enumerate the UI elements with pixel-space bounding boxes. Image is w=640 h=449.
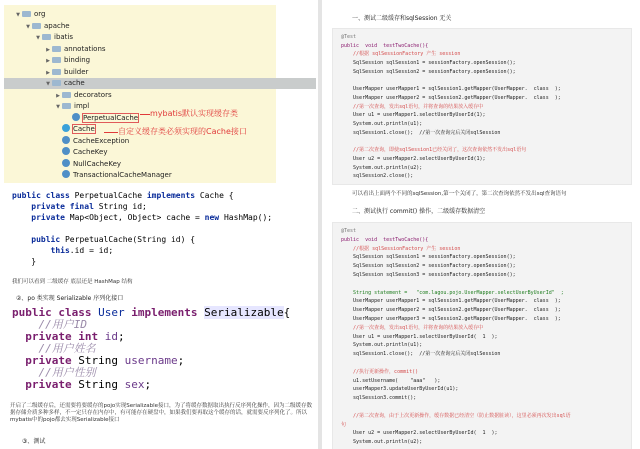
folder-icon <box>62 103 71 109</box>
code-line: System.out.println(u1); <box>341 342 423 349</box>
tree-node[interactable] <box>4 78 316 89</box>
tree-node[interactable] <box>4 90 112 101</box>
code-line: sqlSession3.commit(); <box>341 395 417 402</box>
section-title-2: 二、测试执行 commit() 操作，二级缓存数据清空 <box>352 208 486 215</box>
code-line: //用户姓名 <box>38 342 96 355</box>
code-line: //第一次查询，发出sql语句，并将查询的结果放入缓存中 <box>341 324 484 331</box>
class-icon <box>72 113 80 121</box>
code-line: //第一次查询，发出sql语句，并将查询的结果放入缓存中 <box>341 103 484 110</box>
tree-node-label: cache <box>64 79 85 87</box>
tree-node[interactable] <box>4 67 88 78</box>
tree-node[interactable] <box>4 170 172 181</box>
code-line: sqlSession1.close(); //第一次查询完后关闭sqlSession <box>341 351 501 358</box>
code-line: //第二次查询，即使sqlSession1已经关闭了，这次查询依然不发出sql语句 <box>341 147 527 154</box>
tree-node[interactable] <box>4 101 89 112</box>
expanded-arrow-icon[interactable]: ▼ <box>16 12 20 18</box>
tree-node[interactable] <box>4 21 70 32</box>
class-icon <box>62 124 70 132</box>
expanded-arrow-icon[interactable]: ▼ <box>36 35 40 41</box>
code-line: public void testTwoCache(){ <box>341 42 429 49</box>
folder-icon <box>62 92 71 98</box>
annotation-line-1 <box>140 114 150 115</box>
tree-node-label: PerpetualCache <box>83 113 139 122</box>
code-line: this.id = id; <box>50 246 114 255</box>
code-line: System.out.println(u2); <box>341 164 423 171</box>
user-class-code <box>12 307 290 391</box>
code-line: u1.setUsername( "aaa" ); <box>341 377 441 384</box>
perpetual-cache-code <box>12 190 272 267</box>
code-line: private final String id; <box>31 202 147 211</box>
code-line: SqlSession sqlSession2 = sessionFactory.openSession(); <box>341 68 516 75</box>
folder-icon <box>52 57 61 63</box>
code-line: public class User implements Serializable{ <box>12 306 291 319</box>
tree-node-label: annotations <box>64 44 106 53</box>
code-line: SqlSession sqlSession3 = sessionFactory.openSession(); <box>341 272 516 278</box>
code-line: UserMapper userMapper2 = sqlSession2.getMapper(UserMapper. class ); <box>341 307 561 314</box>
expanded-arrow-icon[interactable]: ▼ <box>46 81 50 87</box>
tree-node[interactable] <box>4 113 138 124</box>
code-line: User u2 = userMapper2.selectUserByUserId(1); <box>341 155 486 162</box>
class-icon <box>62 170 70 178</box>
tree-node[interactable] <box>4 147 107 158</box>
tree-node-label: builder <box>64 67 89 76</box>
code-line: //用户ID <box>38 318 87 331</box>
collapsed-arrow-icon[interactable]: ▶ <box>46 58 50 64</box>
code-line: //根据 sqlSessionFactory 产生 session <box>341 51 461 58</box>
code-line: userMapper3.updateUserByUserId(u1); <box>341 386 459 393</box>
collapsed-arrow-icon[interactable]: ▶ <box>46 46 50 53</box>
code-line: SqlSession sqlSession1 = sessionFactory.openSession(); <box>341 60 516 67</box>
code-line: public PerpetualCache(String id) { <box>31 235 196 244</box>
code-line: private Map<Object, Object> cache = new HashMap(); <box>31 213 273 222</box>
code-line: @Test <box>341 34 357 40</box>
project-tree <box>4 5 276 183</box>
class-icon <box>62 147 70 155</box>
tree-node[interactable] <box>4 32 73 43</box>
tree-node[interactable] <box>4 136 129 147</box>
left-page <box>0 0 318 449</box>
folder-icon <box>42 34 51 40</box>
code-line: public void testTwoCache(){ <box>341 236 429 243</box>
serializable-explanation: 开启了二级缓存后，还需要将要缓存的pojo实现Serializable接口，为了将缓存数据取出执行反序列化操作，因为二级缓存数据存储介质多种多样，不一定只存在内存中，有可能存在硬盘中，如果我们要再取这个缓存的话，就需要反序列化了。所以mybatis中的pojo都去实现Serializable接口 <box>10 403 313 423</box>
collapsed-arrow-icon[interactable]: ▶ <box>46 69 50 76</box>
tree-node[interactable] <box>4 124 95 135</box>
code-line: sqlSession1.close(); //第一次查询完后关闭sqlSession <box>341 129 501 136</box>
code-line: System.out.println(u2); <box>341 439 423 446</box>
code-line: User u1 = userMapper1.selectUserByUserId(1); <box>341 112 486 119</box>
serializable-heading: ②、po 类实现 Serializable 序列化接口 <box>16 295 124 302</box>
code-block-1 <box>332 28 632 185</box>
tree-node-label: CacheKey <box>73 148 108 156</box>
tree-node-label: TransactionalCacheManager <box>73 171 172 179</box>
tree-node-label: org <box>34 10 46 18</box>
expanded-arrow-icon[interactable]: ▼ <box>56 104 60 110</box>
tree-node-label: CacheException <box>73 136 130 145</box>
code-line: sqlSession2.close(); <box>341 173 414 180</box>
class-icon <box>62 159 70 167</box>
code-line: //用户性别 <box>38 366 96 379</box>
tree-node[interactable] <box>4 9 45 20</box>
folder-icon <box>52 46 61 52</box>
annotation-default-cache: mybatis默认实现缓存类 <box>150 109 239 118</box>
code-line: private int id; <box>25 330 125 343</box>
code-line: User u1 = userMapper1.selectUserByUserId( 1 ); <box>341 333 498 340</box>
code-line: //执行更新操作，commit() <box>341 368 419 375</box>
tree-node-label: Cache <box>73 125 95 133</box>
tree-node-label: binding <box>64 56 91 64</box>
folder-icon <box>52 80 61 86</box>
code-line: UserMapper userMapper1 = sqlSession1.getMapper(UserMapper. class ); <box>341 86 561 93</box>
tree-node-label: ibatis <box>54 33 74 41</box>
tree-node-label: decorators <box>74 90 112 99</box>
tree-node-label: impl <box>74 102 90 110</box>
code-line: public class PerpetualCache implements Cache { <box>12 191 234 200</box>
code-line: } <box>31 257 37 266</box>
observation-text: 可以看出上面两个不同的sqlSession,第一个关闭了，第二次查询依然不发出sql查询语句 <box>352 191 567 197</box>
code-line: UserMapper userMapper3 = sqlSession2.getMapper(UserMapper. class ); <box>341 316 561 322</box>
collapsed-arrow-icon[interactable]: ▶ <box>56 92 60 99</box>
code-line: UserMapper userMapper1 = sqlSession1.getMapper(UserMapper. class ); <box>341 298 561 305</box>
tree-node[interactable] <box>4 159 121 170</box>
code-line: //第二次查询，由于上次更新操作，缓存数据已经清空（防止数据脏读），这里必须再次发出sql语 <box>341 412 571 419</box>
class-icon <box>62 136 70 144</box>
tree-node[interactable] <box>4 44 106 55</box>
code-line: System.out.println(u1); <box>341 121 423 127</box>
code-line: //根据 sqlSessionFactory 产生 session <box>341 245 461 252</box>
code-line: private String sex; <box>25 378 152 391</box>
tree-node-label: apache <box>44 21 70 30</box>
code-line: private String username; <box>25 354 185 367</box>
code-line <box>12 223 272 234</box>
annotation-line-2 <box>104 132 118 133</box>
folder-icon <box>22 11 31 17</box>
code-line: @Test <box>341 228 357 234</box>
code-line: SqlSession sqlSession2 = sessionFactory.openSession(); <box>341 263 516 270</box>
test-heading: ③、测试 <box>22 438 46 445</box>
code-line: String statement = "com.lagou.pojo.UserMapper.selectUserByUserId" ; <box>341 289 564 296</box>
folder-icon <box>32 23 41 29</box>
code-line: UserMapper userMapper2 = sqlSession2.getMapper(UserMapper. class ); <box>341 94 561 101</box>
tree-node[interactable] <box>4 55 90 66</box>
code-line: SqlSession sqlSession1 = sessionFactory.openSession(); <box>341 254 516 261</box>
annotation-cache-interface: 自定义缓存类必须实现的Cache接口 <box>118 127 247 136</box>
right-page <box>322 0 640 449</box>
code-block-2 <box>332 222 632 449</box>
expanded-arrow-icon[interactable]: ▼ <box>26 23 30 30</box>
tree-node-label: NullCacheKey <box>73 159 122 168</box>
code-line: 句 <box>341 421 347 428</box>
folder-icon <box>52 69 61 75</box>
hashmap-note: 我们可以看到 二级缓存 底层还是 HashMap 结构 <box>12 279 133 285</box>
section-title-1: 一、测试二级缓存和sqlSession 无关 <box>352 15 452 22</box>
code-line: User u2 = userMapper2.selectUserByUserId( 1 ); <box>341 430 498 437</box>
